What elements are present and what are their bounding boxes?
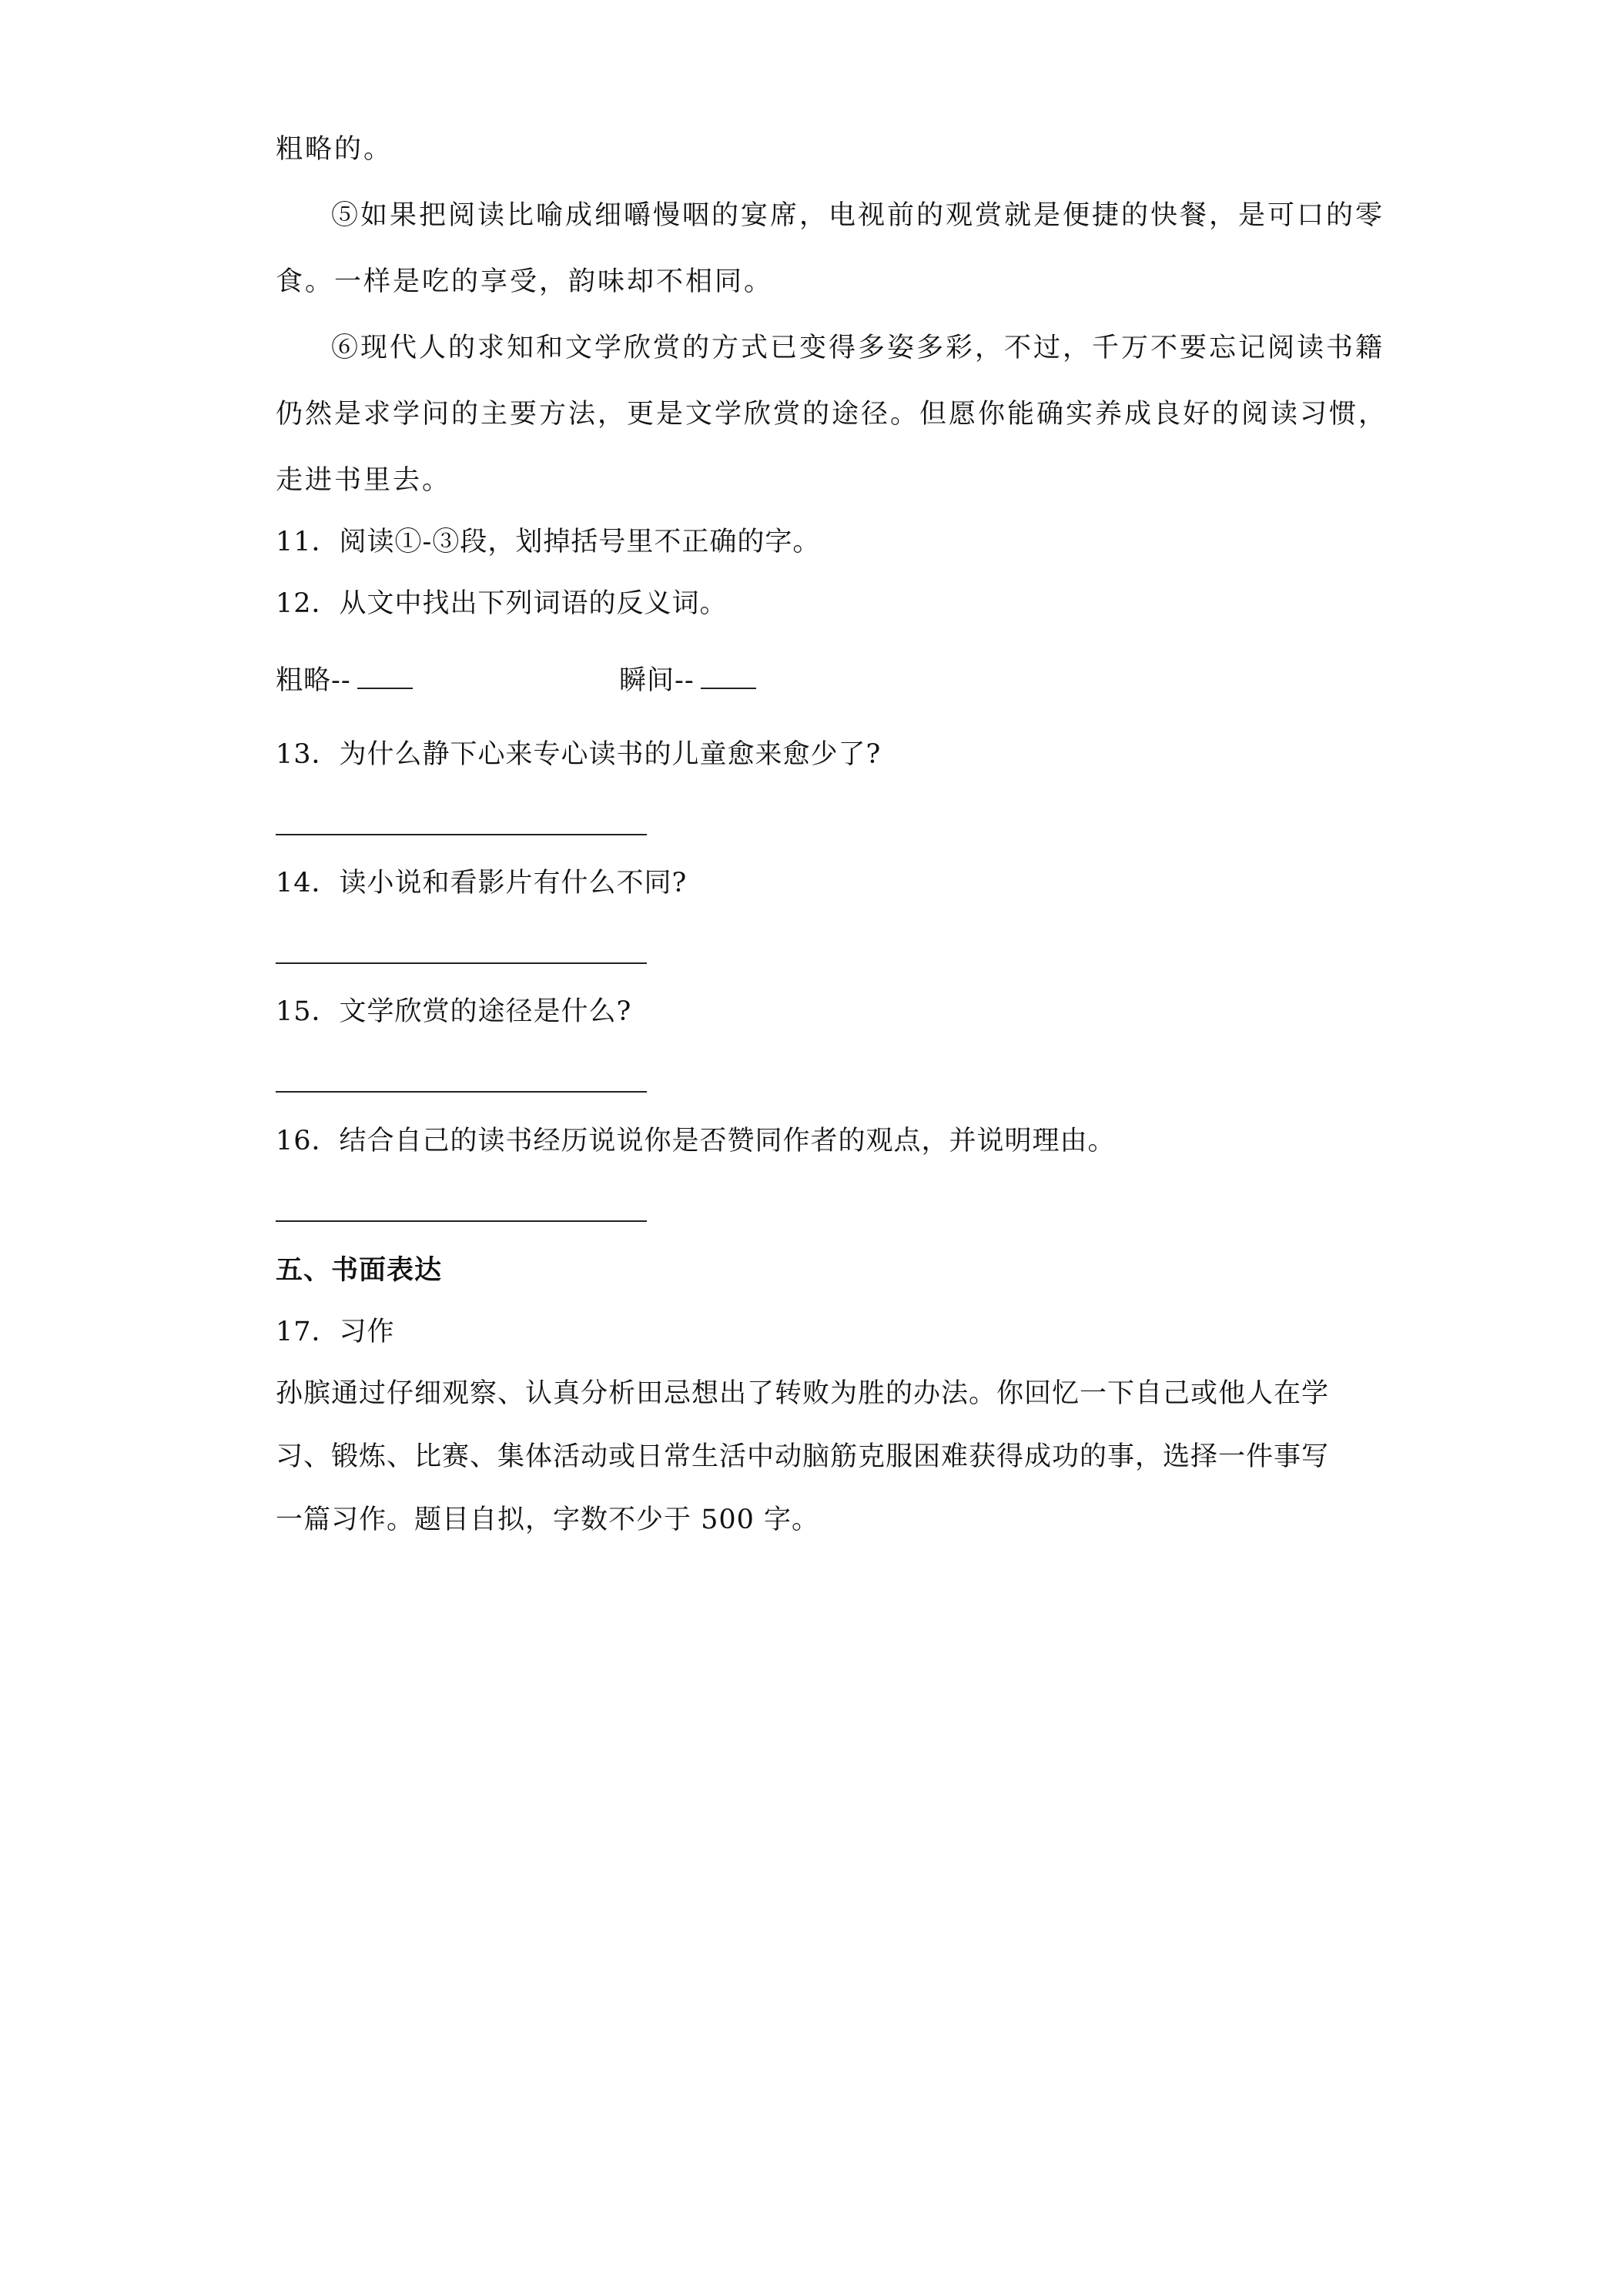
answer-line[interactable] [276,834,647,835]
question-15: 15．文学欣赏的途径是什么? [276,996,632,1027]
answer-line[interactable] [276,962,647,964]
answer-line[interactable] [276,1091,647,1093]
question-13: 13．为什么静下心来专心读书的儿童愈来愈少了? [276,739,882,770]
passage-paragraph-6-line: 走进书里去。 [276,465,452,496]
question-12-word-a: 粗略-- [276,665,351,696]
question-12-item-b [619,664,756,698]
question-11: 11．阅读①-③段，划掉括号里不正确的字。 [276,527,821,557]
passage-paragraph-5-line: 食。一样是吃的享受，韵味却不相同。 [276,266,774,297]
answer-line[interactable] [276,1220,647,1222]
question-12-item-a [276,664,413,698]
writing-prompt-line: 习、锻炼、比赛、集体活动或日常生活中动脑筋克服困难获得成功的事，选择一件事写 [276,1441,1330,1472]
answer-blank[interactable] [357,664,413,689]
passage-paragraph-6-line: 仍然是求学问的主要方法，更是文学欣赏的途径。但愿你能确实养成良好的阅读习惯， [276,399,1388,430]
question-12: 12．从文中找出下列词语的反义词。 [276,588,728,619]
question-16: 16．结合自己的读书经历说说你是否赞同作者的观点，并说明理由。 [276,1126,1116,1156]
passage-paragraph-6-line: ⑥现代人的求知和文学欣赏的方式已变得多姿多彩，不过，千万不要忘记阅读书籍 [331,333,1385,363]
passage-line: 粗略的。 [276,134,393,165]
writing-prompt-line: 孙膑通过仔细观察、认真分析田忌想出了转败为胜的办法。你回忆一下自己或他人在学 [276,1378,1330,1409]
question-14: 14．读小说和看影片有什么不同? [276,868,688,899]
question-17: 17．习作 [276,1317,395,1347]
question-12-word-b: 瞬间-- [619,665,695,696]
writing-prompt-line: 一篇习作。题目自拟，字数不少于 500 字。 [276,1504,820,1535]
passage-paragraph-5-line: ⑤如果把阅读比喻成细嚼慢咽的宴席，电视前的观赏就是便捷的快餐，是可口的零 [331,200,1385,231]
answer-blank[interactable] [701,664,756,689]
section-title: 五、书面表达 [276,1255,443,1286]
